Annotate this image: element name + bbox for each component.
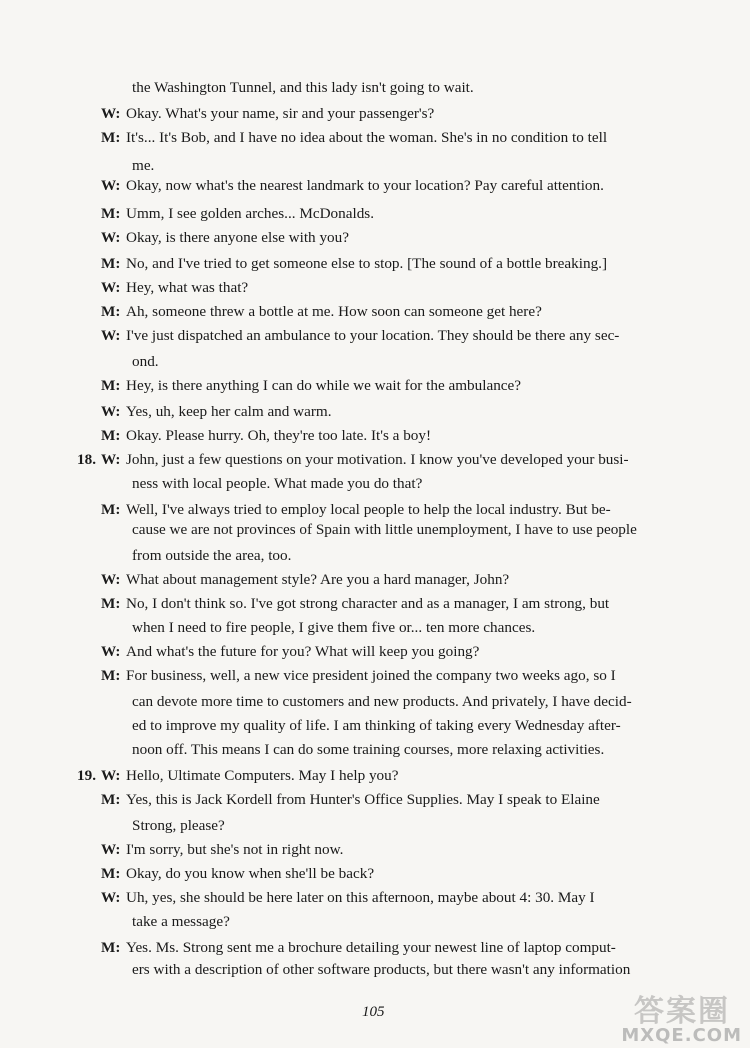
transcript-line [0,520,750,542]
speaker-label: M: [101,667,121,684]
transcript-line [0,912,750,934]
transcript-line [0,642,750,664]
question-number: 19. [77,767,96,784]
dialogue-text: Ah, someone threw a bottle at me. How soon can someone get here? [126,303,542,320]
speaker-label: M: [101,791,121,808]
transcript-line [0,426,750,448]
dialogue-text: Uh, yes, she should be here later on this afternoon, maybe about 4: 30. May I [126,889,595,906]
transcript-line [0,500,750,522]
dialogue-text: Yes, this is Jack Kordell from Hunter's Office Supplies. May I speak to Elaine [126,791,600,808]
dialogue-text: Hey, what was that? [126,279,249,296]
speaker-label: M: [101,595,121,612]
dialogue-text: when I need to fire people, I give them five or... ten more chances. [132,619,536,636]
dialogue-text: Hey, is there anything I can do while we wait for the ambulance? [126,377,522,394]
dialogue-text: Strong, please? [132,817,225,834]
speaker-label: M: [101,205,121,222]
dialogue-text: from outside the area, too. [132,547,292,564]
transcript-line [0,176,750,198]
dialogue-text: Okay. Please hurry. Oh, they're too late. It's a boy! [126,427,432,444]
dialogue-text: ers with a description of other software products, but there wasn't any information [132,961,631,978]
transcript-line [0,228,750,250]
transcript-line [0,204,750,226]
speaker-label: W: [101,105,121,122]
speaker-label: M: [101,129,121,146]
dialogue-text: No, and I've tried to get someone else to stop. [The sound of a bottle breaking.] [126,255,608,272]
dialogue-text: Okay, is there anyone else with you? [126,229,349,246]
speaker-label: W: [101,451,121,468]
dialogue-text: Okay, now what's the nearest landmark to your location? Pay careful attention. [126,177,604,194]
transcript-line [0,128,750,150]
transcript-line [0,104,750,126]
transcript-line [0,766,750,788]
speaker-label: M: [101,427,121,444]
dialogue-text: For business, well, a new vice president joined the company two weeks ago, so I [126,667,616,684]
dialogue-text: ed to improve my quality of life. I am thinking of taking every Wednesday after- [132,717,621,734]
transcript-line [0,960,750,982]
transcript-line [0,254,750,276]
page-number: 105 [362,1004,385,1020]
transcript-line [0,402,750,424]
question-number: 18. [77,451,96,468]
speaker-label: M: [101,255,121,272]
dialogue-text: Hello, Ultimate Computers. May I help you? [126,767,399,784]
dialogue-text: What about management style? Are you a hard manager, John? [126,571,510,588]
transcript-line [0,618,750,640]
speaker-label: M: [101,377,121,394]
speaker-label: W: [101,177,121,194]
transcript-line [0,156,750,178]
dialogue-text: noon off. This means I can do some training courses, more relaxing activities. [132,741,605,758]
dialogue-text: ond. [132,353,159,370]
speaker-label: M: [101,501,121,518]
speaker-label: W: [101,643,121,660]
dialogue-text: I've just dispatched an ambulance to your location. They should be there any sec- [126,327,620,344]
dialogue-text: take a message? [132,913,230,930]
dialogue-text: I'm sorry, but she's not in right now. [126,841,344,858]
transcript-line [0,716,750,738]
speaker-label: W: [101,229,121,246]
dialogue-text: Okay, do you know when she'll be back? [126,865,375,882]
transcript-line [0,278,750,300]
speaker-label: M: [101,303,121,320]
dialogue-text: Yes, uh, keep her calm and warm. [126,403,332,420]
watermark-logo [598,986,748,1046]
transcript-line [0,546,750,568]
dialogue-text: Umm, I see golden arches... McDonalds. [126,205,374,222]
transcript-line [0,692,750,714]
dialogue-text: me. [132,157,155,174]
dialogue-text: can devote more time to customers and new products. And privately, I have decid- [132,693,632,710]
transcript-line [0,666,750,688]
dialogue-text: John, just a few questions on your motivation. I know you've developed your busi- [126,451,629,468]
dialogue-text: cause we are not provinces of Spain with little unemployment, I have to use people [132,521,637,538]
speaker-label: W: [101,767,121,784]
dialogue-text: Okay. What's your name, sir and your passenger's? [126,105,435,122]
speaker-label: W: [101,279,121,296]
dialogue-text: No, I don't think so. I've got strong character and as a manager, I am strong, but [126,595,610,612]
transcript-line [0,450,750,472]
transcript-line [0,790,750,812]
transcript-line [0,570,750,592]
transcript-line [0,594,750,616]
transcript-line [0,938,750,960]
transcript-line [0,864,750,886]
watermark-text-url: MXQE.COM [621,1025,742,1046]
transcript-line [0,816,750,838]
dialogue-text: Well, I've always tried to employ local people to help the local industry. But be- [126,501,611,518]
dialogue-text: And what's the future for you? What will keep you going? [126,643,480,660]
dialogue-text: ness with local people. What made you do that? [132,475,423,492]
speaker-label: W: [101,889,121,906]
transcript-line [0,840,750,862]
speaker-label: M: [101,939,121,956]
speaker-label: W: [101,403,121,420]
speaker-label: M: [101,865,121,882]
dialogue-text: Yes. Ms. Strong sent me a brochure detailing your newest line of laptop comput- [126,939,616,956]
speaker-label: W: [101,841,121,858]
speaker-label: W: [101,571,121,588]
watermark-text-cn: 答案圈 [634,994,730,1029]
transcript-line [0,302,750,324]
transcript-line [0,376,750,398]
transcript-line [0,78,750,100]
transcript-line [0,888,750,910]
transcript-line [0,326,750,348]
transcript-line [0,352,750,374]
dialogue-text: the Washington Tunnel, and this lady isn't going to wait. [132,79,474,96]
dialogue-text: It's... It's Bob, and I have no idea about the woman. She's in no condition to tell [126,129,608,146]
transcript-line [0,474,750,496]
speaker-label: W: [101,327,121,344]
transcript-line [0,740,750,762]
